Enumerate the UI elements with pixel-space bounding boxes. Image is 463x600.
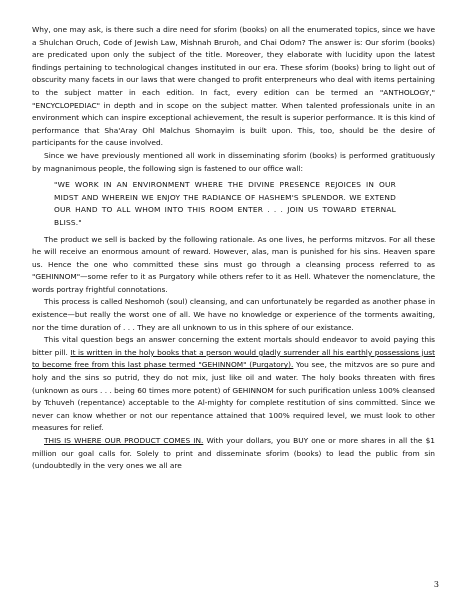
- paragraph-office-sign-intro: Since we have previously mentioned all work in disseminating sforim (books) is performed gratituously by magnanimous people, the following sign is fastened to our office wall:: [32, 150, 435, 173]
- document-page: [32, 24, 435, 473]
- vital-question-lead-text: This vital question begs an answer concerning the extent mortals should endeavor to avoid paying this bitter pill.: [32, 335, 435, 357]
- paragraph-vital-question: [32, 334, 435, 435]
- page-number: 3: [433, 580, 439, 589]
- paragraph-product: [32, 435, 435, 473]
- vital-question-tail-text: You see, the mitzvos are so pure and holy and the sins so putrid, they do not mix, just like oil and water. The holy books threaten with fires (unknown as ours . . . being 60 times more potent) of GEHINNOM for such purification unless 100% cleansed by Tchuveh (repentance) acceptable to the Al-mighty for complete restitution of sins committed. Since we never can know whether or not our repentance attained that 100% required level, we must look to other measures for relief.: [32, 360, 435, 433]
- paragraph-neshomoh: This process is called Neshomoh (soul) cleansing, and can unfortunately be regarded as another phase in existence—but really the worst one of all. We have no knowledge or experience of the torments awaiting, nor the time duration of . . . They are all unknown to us in this sphere of our existance.: [32, 297, 435, 332]
- product-paragraph-text: With your dollars, you BUY one or more shares in all the $1 million our goal calls for. Solely to print and disseminate sforim (books) to lead the public from sin (undoubtedly in the very ones we all are: [32, 436, 435, 471]
- office-wall-quote: "WE WORK IN AN ENVIRONMENT WHERE THE DIVINE PRESENCE REJOICES IN OUR MIDST AND WHEREIN WE ENJOY THE RADIANCE OF HASHEM'S SPLENDOR. WE EXTEND OUR HAND TO ALL WHOM INTO THIS ROOM ENTER . . . JOIN US TOWARD ETERNAL BLISS.": [54, 180, 396, 227]
- paragraph-why-sforim: Why, one may ask, is there such a dire need for sforim (books) on all the enumerated topics, since we have a Shulchan Oruch, Code of Jewish Law, Mishnah Bruroh, and Chai Odom? The answer is: Our sforim (books) are predicated upon only the subject of the title. Moreover, they elaborate with lucidity upon the latest findings pertaining to technological changes instituted in our era. These sforim (books) bring to light out of obscurity many facets in our laws that were changed to profit enterpreneurs who deal with items pertaining to the subject matter in each edition. In fact, every edition can be termed an "ANTHOLOGY," "ENCYCLOPEDIAC" in depth and in scope on the subject matter. When talented professionals unite in an environment which can inspire exceptional achievement, the result is superior performance. It is this kind of performance that Sha'Aray Ohl Malchus Shomayim is built upon. This, too, should be the desire of participants for the cause involved.: [32, 25, 435, 148]
- underlined-product-heading: THIS IS WHERE OUR PRODUCT COMES IN.: [44, 436, 204, 445]
- paragraph-rationale: The product we sell is backed by the following rationale. As one lives, he performs mitzvos. For all these he will receive an enormous amount of reward. However, alas, man is punished for his sins. Heaven spare us. Hence the one who committed these sins must go through a cleansing process referred to as "GEHINNOM"—some refer to it as Purgatory while others refer to it as Hell. Whatever the nomenclature, the words portray frightful connotations.: [32, 234, 435, 294]
- underlined-holy-books-passage: It is written in the holy books that a person would gladly surrender all his earthly possessions just to become free from this last phase termed "GEHINNOM" (Purgatory).: [32, 347, 436, 370]
